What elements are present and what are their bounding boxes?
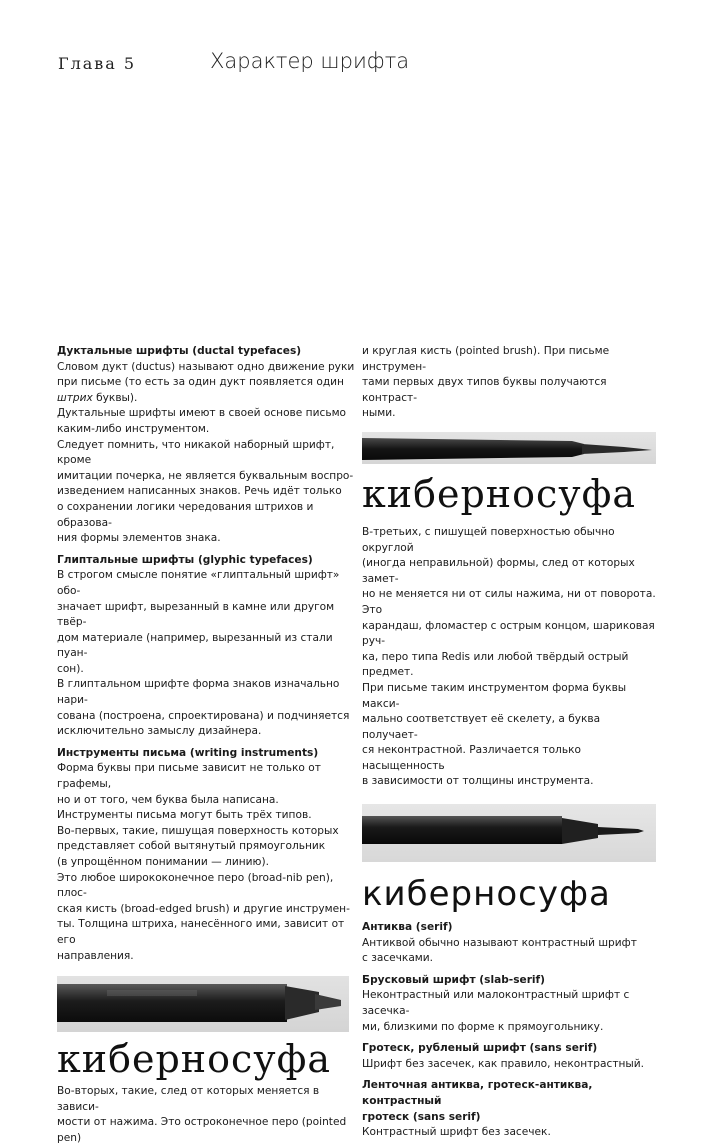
text-line: ными.: [362, 407, 396, 420]
text-line: Следует помнить, что никакой наборный шрифт, кроме: [57, 438, 335, 467]
section-heading-instruments: Инструменты письма (writing instruments): [57, 746, 319, 759]
section-heading-glyphic: Глиптальные шрифты (glyphic typefaces): [57, 553, 313, 566]
text-line: ния формы элементов знака.: [57, 532, 221, 545]
text-line: ся неконтрастной. Различается только насыщенность: [362, 744, 581, 772]
text-line: (в упрощённом понимании — линию).: [57, 856, 269, 868]
text-line: Это любое ширококонечное перо (broad-nib pen), плос-: [57, 871, 334, 900]
section-heading-serif: Антиква (serif): [362, 921, 453, 934]
text-line: Во-вторых, такие, след от которых меняется в зависи-: [57, 1085, 320, 1113]
text-line: имитации почерка, не является буквальным воспро-: [57, 469, 354, 482]
text-line: и круглая кисть (pointed brush). При письме инструмен-: [362, 345, 610, 373]
text-line: (иногда неправильной) формы, след от которых замет-: [362, 557, 635, 585]
text-line: Во-первых, такие, пишущая поверхность которых: [57, 824, 339, 837]
text-line: тами первых двух типов буквы получаются контраст-: [362, 376, 607, 404]
sample-word-broad-nib: киберносуфа: [57, 1037, 332, 1082]
text-line: [57, 391, 357, 407]
sample-word-pointed-pen: киберносуфа: [362, 471, 637, 516]
text-line: сон).: [57, 662, 84, 675]
text-line: мости от нажима. Это остроконечное перо (pointed pen): [57, 1116, 347, 1144]
section-heading-contrast-sans: Ленточная антиква, гротеск-антиква, контрастный: [362, 1079, 593, 1107]
text-line: изведением написанных знаков. Речь идёт только: [57, 485, 342, 498]
text-fragment: буквы).: [92, 391, 138, 404]
text-line: представляет собой вытянутый прямоугольник: [57, 840, 326, 853]
text-line: карандаш, фломастер с острым концом, шариковая руч-: [362, 619, 655, 648]
text-line: каким-либо инструментом.: [57, 422, 210, 435]
text-line: в зависимости от толщины инструмента.: [362, 775, 594, 788]
text-line: В строгом смысле понятие «глиптальный шрифт» обо-: [57, 569, 340, 597]
text-line: с засечками.: [362, 952, 434, 965]
right-column: [362, 344, 658, 1141]
text-line: Форма буквы при письме зависит не только от графемы,: [57, 762, 321, 791]
text-line: Контрастный шрифт без засечек.: [362, 1126, 551, 1139]
text-line: дом материале (например, вырезанный из стали пуан-: [57, 631, 333, 660]
text-line: мально соответствует её скелету, а буква получает-: [362, 713, 601, 741]
text-line: сована (построена, спроектирована) и подчиняется: [57, 709, 350, 722]
text-line: Инструменты письма могут быть трёх типов.: [57, 809, 312, 822]
page-title: Характер шрифта: [210, 49, 410, 73]
text-line: ская кисть (broad-edged brush) и другие инструмен-: [57, 902, 350, 915]
section-heading-ductal: Дуктальные шрифты (ductal typefaces): [57, 345, 302, 357]
section-heading-sans-serif: Гротеск, рубленый шрифт (sans serif): [362, 1042, 598, 1055]
text-line: исключительно замыслу дизайнера.: [57, 725, 262, 738]
italic-term: штрих: [57, 391, 93, 404]
text-line: ты. Толщина штриха, нанесённого ими, зависит от его: [57, 918, 345, 946]
text-line: Дуктальные шрифты имеют в своей основе письмо: [57, 407, 347, 420]
section-heading-contrast-sans-cont: гротеск (sans serif): [362, 1110, 481, 1123]
left-column: [57, 344, 357, 1147]
text-line: В-третьих, с пишущей поверхностью обычно округлой: [362, 525, 615, 554]
text-line: направления.: [57, 949, 134, 962]
text-line: о сохранении логики чередования штрихов и образова-: [57, 500, 314, 529]
text-line: но не меняется ни от силы нажима, ни от поворота. Это: [362, 588, 656, 616]
text-line: при письме (то есть за один дукт появляется один: [57, 376, 344, 389]
text-line: В глиптальном шрифте форма знаков изначально нари-: [57, 678, 340, 707]
text-line: Неконтрастный или малоконтрастный шрифт с засечка-: [362, 989, 630, 1018]
section-heading-slab-serif: Брусковый шрифт (slab-serif): [362, 973, 546, 986]
felt-tip-pen-drawing: [362, 804, 656, 862]
felt-tip-pen-photo: [362, 804, 656, 862]
pointed-pen-photo: [362, 432, 656, 464]
chapter-label: Глава 5: [58, 54, 137, 73]
text-line: Шрифт без засечек, как правило, неконтрастный.: [362, 1057, 645, 1070]
sample-word-felt-tip: киберносуфа: [362, 874, 611, 915]
text-line: При письме таким инструментом форма буквы макси-: [362, 681, 627, 710]
text-line: ка, перо типа Redis или любой твёрдый острый предмет.: [362, 650, 629, 679]
text-line: ми, близкими по форме к прямоугольнику.: [362, 1020, 604, 1033]
pointed-pen-drawing: [362, 432, 656, 464]
text-line: Словом дукт (ductus) называют одно движение руки: [57, 360, 355, 373]
text-line: Антиквой обычно называют контрастный шрифт: [362, 936, 637, 949]
text-line: значает шрифт, вырезанный в камне или другом твёр-: [57, 600, 335, 629]
text-line: но и от того, чем буква была написана.: [57, 793, 279, 806]
